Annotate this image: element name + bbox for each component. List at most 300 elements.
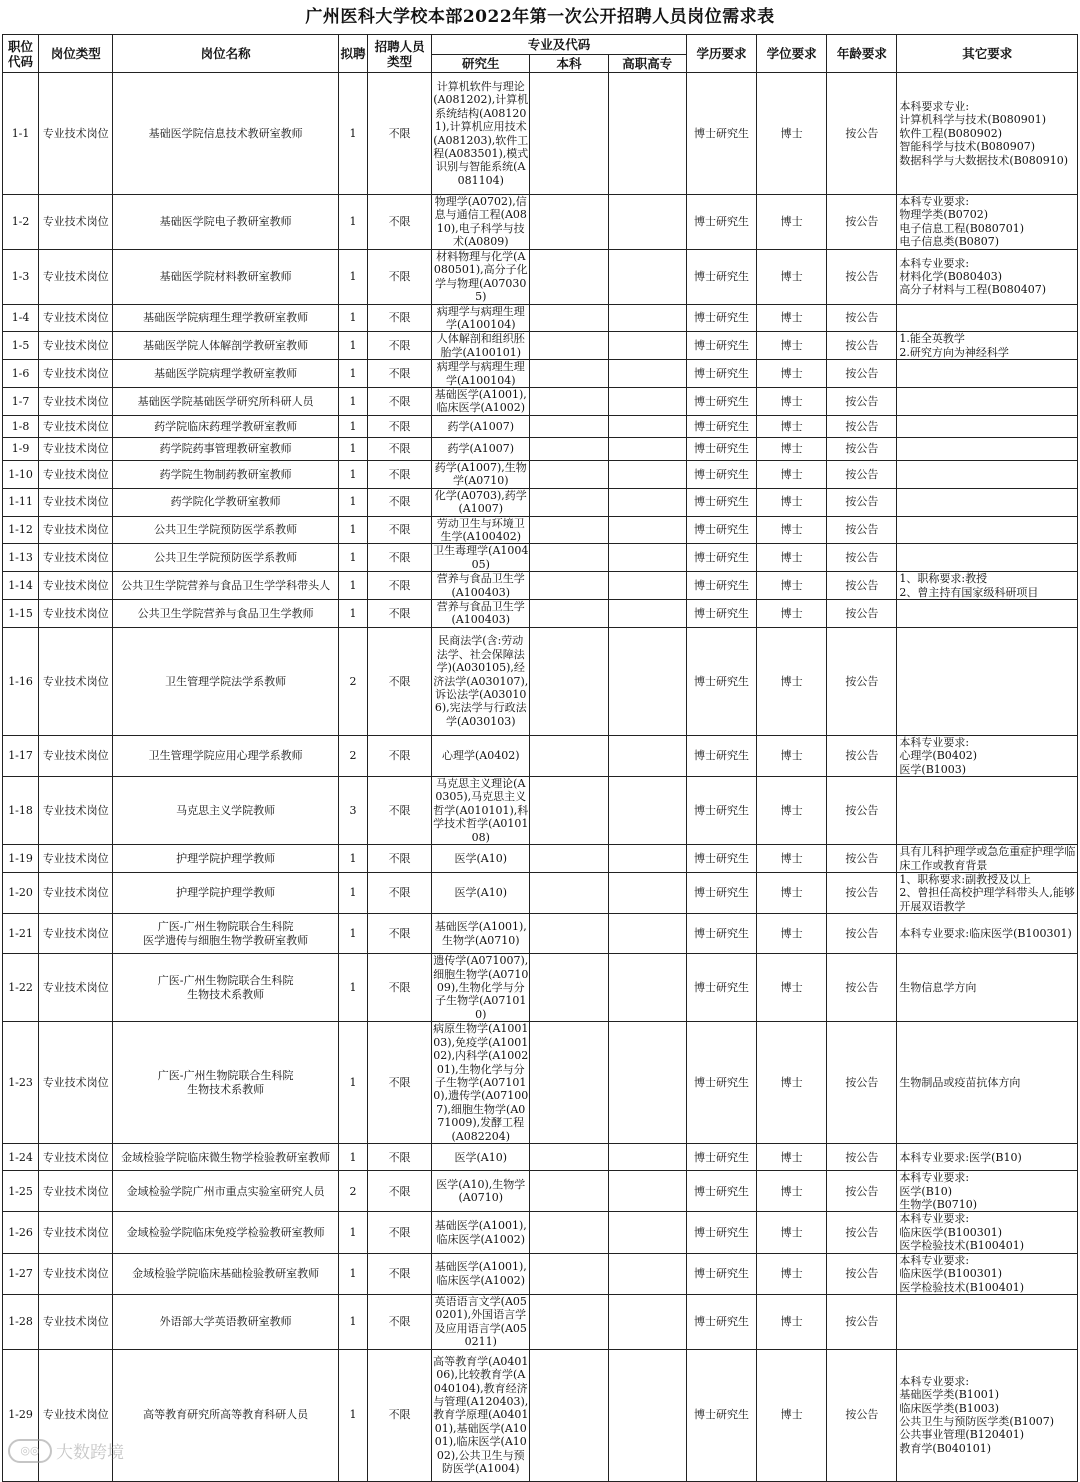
table-row xyxy=(3,1349,1078,1481)
table-row xyxy=(3,360,1078,388)
row-name: 药学院化学教研室教师 xyxy=(113,488,339,516)
row-count: 1 xyxy=(338,1022,367,1144)
row-type: 专业技术岗位 xyxy=(39,1171,113,1212)
header-type: 岗位类型 xyxy=(39,35,113,73)
row-count: 3 xyxy=(338,776,367,844)
row-grad-major: 病理学与病理生理学(A100104) xyxy=(432,360,530,388)
row-other xyxy=(897,460,1078,488)
row-count: 1 xyxy=(338,488,367,516)
row-type: 专业技术岗位 xyxy=(39,845,113,873)
row-degree: 博士 xyxy=(757,1294,827,1349)
row-edu: 博士研究生 xyxy=(686,1294,756,1349)
row-grad-major: 药学(A1007) xyxy=(432,415,530,437)
row-type: 专业技术岗位 xyxy=(39,1294,113,1349)
row-degree: 博士 xyxy=(757,1349,827,1481)
row-undergrad-major xyxy=(530,1253,608,1294)
row-grad-major: 药学(A1007) xyxy=(432,437,530,460)
row-code: 1-5 xyxy=(3,332,39,360)
row-grad-major: 医学(A10),生物学(A0710) xyxy=(432,1171,530,1212)
row-edu: 博士研究生 xyxy=(686,1349,756,1481)
row-grad-major: 药学(A1007),生物学(A0710) xyxy=(432,460,530,488)
row-type: 专业技术岗位 xyxy=(39,1144,113,1171)
row-vocational-major xyxy=(608,544,686,572)
row-code: 1-23 xyxy=(3,1022,39,1144)
row-undergrad-major xyxy=(530,1294,608,1349)
row-grad-major: 基础医学(A1001),临床医学(A1002) xyxy=(432,1253,530,1294)
row-age: 按公告 xyxy=(827,627,897,735)
row-grad-major: 心理学(A0402) xyxy=(432,735,530,776)
row-name: 护理学院护理学教师 xyxy=(113,845,339,873)
table-row xyxy=(3,249,1078,304)
row-count: 1 xyxy=(338,388,367,416)
row-code: 1-25 xyxy=(3,1171,39,1212)
row-name: 公共卫生学院预防医学系教师 xyxy=(113,516,339,544)
row-type: 专业技术岗位 xyxy=(39,1022,113,1144)
row-code: 1-24 xyxy=(3,1144,39,1171)
row-code: 1-15 xyxy=(3,599,39,627)
row-name: 药学院生物制药教研室教师 xyxy=(113,460,339,488)
row-vocational-major xyxy=(608,1022,686,1144)
row-other: 本科专业要求: 物理学类(B0702) 电子信息工程(B080701) 电子信息类(B0807) xyxy=(897,195,1078,250)
table-row xyxy=(3,599,1078,627)
row-name: 马克思主义学院教师 xyxy=(113,776,339,844)
row-age: 按公告 xyxy=(827,599,897,627)
row-edu: 博士研究生 xyxy=(686,1144,756,1171)
row-vocational-major xyxy=(608,627,686,735)
row-name: 广医-广州生物院联合生科院 生物技术系教师 xyxy=(113,1022,339,1144)
row-code: 1-3 xyxy=(3,249,39,304)
table-row xyxy=(3,845,1078,873)
row-code: 1-18 xyxy=(3,776,39,844)
row-other xyxy=(897,544,1078,572)
header-major-group: 专业及代码 xyxy=(432,35,687,55)
row-undergrad-major xyxy=(530,437,608,460)
row-vocational-major xyxy=(608,249,686,304)
row-degree: 博士 xyxy=(757,1253,827,1294)
table-row xyxy=(3,572,1078,600)
row-grad-major: 基础医学(A1001),生物学(A0710) xyxy=(432,914,530,954)
row-name: 公共卫生学院预防医学系教师 xyxy=(113,544,339,572)
row-vocational-major xyxy=(608,1144,686,1171)
row-grad-major: 化学(A0703),药学(A1007) xyxy=(432,488,530,516)
row-name: 基础医学院信息技术教研室教师 xyxy=(113,73,339,195)
row-grad-major: 医学(A10) xyxy=(432,1144,530,1171)
row-name: 广医-广州生物院联合生科院 医学遗传与细胞生物学教研室教师 xyxy=(113,914,339,954)
row-recruit-type: 不限 xyxy=(367,1171,431,1212)
row-name: 外语部大学英语教研室教师 xyxy=(113,1294,339,1349)
row-count: 1 xyxy=(338,1294,367,1349)
row-age: 按公告 xyxy=(827,1349,897,1481)
header-age: 年龄要求 xyxy=(827,35,897,73)
row-count: 1 xyxy=(338,460,367,488)
row-degree: 博士 xyxy=(757,1171,827,1212)
row-count: 1 xyxy=(338,437,367,460)
row-name: 金域检验学院临床免疫学检验教研室教师 xyxy=(113,1212,339,1253)
row-undergrad-major xyxy=(530,460,608,488)
row-type: 专业技术岗位 xyxy=(39,1212,113,1253)
row-edu: 博士研究生 xyxy=(686,1171,756,1212)
row-type: 专业技术岗位 xyxy=(39,776,113,844)
row-recruit-type: 不限 xyxy=(367,249,431,304)
row-age: 按公告 xyxy=(827,304,897,332)
row-vocational-major xyxy=(608,1294,686,1349)
row-count: 1 xyxy=(338,1212,367,1253)
row-type: 专业技术岗位 xyxy=(39,735,113,776)
row-name: 药学院药事管理教研室教师 xyxy=(113,437,339,460)
row-edu: 博士研究生 xyxy=(686,516,756,544)
table-row xyxy=(3,873,1078,914)
row-undergrad-major xyxy=(530,249,608,304)
row-other: 本科专业要求:医学(B10) xyxy=(897,1144,1078,1171)
row-vocational-major xyxy=(608,599,686,627)
row-grad-major: 劳动卫生与环境卫生学(A100402) xyxy=(432,516,530,544)
row-edu: 博士研究生 xyxy=(686,73,756,195)
row-undergrad-major xyxy=(530,360,608,388)
row-degree: 博士 xyxy=(757,627,827,735)
row-age: 按公告 xyxy=(827,873,897,914)
row-edu: 博士研究生 xyxy=(686,776,756,844)
row-other: 生物信息学方向 xyxy=(897,954,1078,1022)
table-row xyxy=(3,1212,1078,1253)
row-count: 1 xyxy=(338,914,367,954)
row-degree: 博士 xyxy=(757,516,827,544)
row-undergrad-major xyxy=(530,388,608,416)
header-other: 其它要求 xyxy=(897,35,1078,73)
row-degree: 博士 xyxy=(757,1212,827,1253)
row-other: 本科专业要求: 临床医学(B100301) 医学检验技术(B100401) xyxy=(897,1212,1078,1253)
row-grad-major: 医学(A10) xyxy=(432,845,530,873)
row-type: 专业技术岗位 xyxy=(39,249,113,304)
row-undergrad-major xyxy=(530,488,608,516)
watermark xyxy=(8,1438,124,1463)
row-degree: 博士 xyxy=(757,1022,827,1144)
row-other xyxy=(897,516,1078,544)
row-code: 1-9 xyxy=(3,437,39,460)
row-recruit-type: 不限 xyxy=(367,1294,431,1349)
row-other xyxy=(897,599,1078,627)
row-age: 按公告 xyxy=(827,1212,897,1253)
row-age: 按公告 xyxy=(827,332,897,360)
table-row xyxy=(3,437,1078,460)
row-edu: 博士研究生 xyxy=(686,873,756,914)
row-age: 按公告 xyxy=(827,388,897,416)
row-recruit-type: 不限 xyxy=(367,360,431,388)
row-code: 1-1 xyxy=(3,73,39,195)
row-degree: 博士 xyxy=(757,954,827,1022)
row-degree: 博士 xyxy=(757,437,827,460)
row-recruit-type: 不限 xyxy=(367,516,431,544)
row-other xyxy=(897,1294,1078,1349)
row-recruit-type: 不限 xyxy=(367,1022,431,1144)
row-count: 1 xyxy=(338,1253,367,1294)
table-row xyxy=(3,954,1078,1022)
row-recruit-type: 不限 xyxy=(367,437,431,460)
table-row xyxy=(3,195,1078,250)
row-vocational-major xyxy=(608,460,686,488)
row-type: 专业技术岗位 xyxy=(39,599,113,627)
row-recruit-type: 不限 xyxy=(367,954,431,1022)
row-other: 本科要求专业: 计算机科学与技术(B080901) 软件工程(B080902) 智能科学与技术(B080907) 数据科学与大数据技术(B080910) xyxy=(897,73,1078,195)
row-other xyxy=(897,627,1078,735)
row-age: 按公告 xyxy=(827,954,897,1022)
row-undergrad-major xyxy=(530,873,608,914)
row-vocational-major xyxy=(608,735,686,776)
row-edu: 博士研究生 xyxy=(686,1022,756,1144)
table-row xyxy=(3,488,1078,516)
row-recruit-type: 不限 xyxy=(367,873,431,914)
row-vocational-major xyxy=(608,516,686,544)
header-undergrad: 本科 xyxy=(530,55,608,73)
row-age: 按公告 xyxy=(827,1253,897,1294)
row-recruit-type: 不限 xyxy=(367,1349,431,1481)
row-vocational-major xyxy=(608,1253,686,1294)
row-count: 2 xyxy=(338,1171,367,1212)
row-other: 本科专业要求: 心理学(B0402) 医学(B1003) xyxy=(897,735,1078,776)
row-count: 1 xyxy=(338,360,367,388)
table-row xyxy=(3,415,1078,437)
row-recruit-type: 不限 xyxy=(367,195,431,250)
table-row xyxy=(3,1022,1078,1144)
row-name: 基础医学院电子教研室教师 xyxy=(113,195,339,250)
row-age: 按公告 xyxy=(827,845,897,873)
row-age: 按公告 xyxy=(827,1294,897,1349)
row-count: 1 xyxy=(338,415,367,437)
row-degree: 博士 xyxy=(757,460,827,488)
row-type: 专业技术岗位 xyxy=(39,572,113,600)
row-degree: 博士 xyxy=(757,360,827,388)
row-age: 按公告 xyxy=(827,360,897,388)
table-row xyxy=(3,1253,1078,1294)
row-grad-major: 营养与食品卫生学(A100403) xyxy=(432,572,530,600)
row-recruit-type: 不限 xyxy=(367,1212,431,1253)
row-recruit-type: 不限 xyxy=(367,1253,431,1294)
row-vocational-major xyxy=(608,73,686,195)
row-grad-major: 材料物理与化学(A080501),高分子化学与物理(A070305) xyxy=(432,249,530,304)
row-undergrad-major xyxy=(530,195,608,250)
row-count: 1 xyxy=(338,249,367,304)
row-undergrad-major xyxy=(530,776,608,844)
row-age: 按公告 xyxy=(827,73,897,195)
row-type: 专业技术岗位 xyxy=(39,873,113,914)
row-recruit-type: 不限 xyxy=(367,572,431,600)
row-degree: 博士 xyxy=(757,544,827,572)
row-other: 本科专业要求:临床医学(B100301) xyxy=(897,914,1078,954)
row-grad-major: 人体解剖和组织胚胎学(A100101) xyxy=(432,332,530,360)
row-code: 1-6 xyxy=(3,360,39,388)
row-count: 2 xyxy=(338,627,367,735)
table-row xyxy=(3,1171,1078,1212)
row-name: 金域检验学院临床微生物学检验教研室教师 xyxy=(113,1144,339,1171)
row-other: 本科专业要求: 材料化学(B080403) 高分子材料与工程(B080407) xyxy=(897,249,1078,304)
row-recruit-type: 不限 xyxy=(367,845,431,873)
row-name: 药学院临床药理学教研室教师 xyxy=(113,415,339,437)
row-vocational-major xyxy=(608,1212,686,1253)
row-code: 1-17 xyxy=(3,735,39,776)
row-type: 专业技术岗位 xyxy=(39,516,113,544)
row-vocational-major xyxy=(608,776,686,844)
table-row xyxy=(3,460,1078,488)
row-vocational-major xyxy=(608,360,686,388)
row-undergrad-major xyxy=(530,332,608,360)
row-name: 公共卫生学院营养与食品卫生学教师 xyxy=(113,599,339,627)
row-undergrad-major xyxy=(530,544,608,572)
row-type: 专业技术岗位 xyxy=(39,914,113,954)
row-age: 按公告 xyxy=(827,735,897,776)
row-edu: 博士研究生 xyxy=(686,572,756,600)
row-degree: 博士 xyxy=(757,735,827,776)
row-vocational-major xyxy=(608,304,686,332)
row-degree: 博士 xyxy=(757,599,827,627)
row-undergrad-major xyxy=(530,304,608,332)
row-vocational-major xyxy=(608,488,686,516)
table-row xyxy=(3,1144,1078,1171)
row-name: 卫生管理学院应用心理学系教师 xyxy=(113,735,339,776)
row-name: 基础医学院人体解剖学教研室教师 xyxy=(113,332,339,360)
row-vocational-major xyxy=(608,954,686,1022)
row-undergrad-major xyxy=(530,1144,608,1171)
row-code: 1-14 xyxy=(3,572,39,600)
row-vocational-major xyxy=(608,388,686,416)
row-grad-major: 营养与食品卫生学(A100403) xyxy=(432,599,530,627)
row-code: 1-4 xyxy=(3,304,39,332)
row-grad-major: 高等教育学(A040106),比较教育学(A040104),教育经济与管理(A120403),教育学原理(A040101),基础医学(A1001),临床医学(A1002),公共卫生与预防医学(A1004) xyxy=(432,1349,530,1481)
row-count: 1 xyxy=(338,954,367,1022)
header-recruit-type: 招聘人员类型 xyxy=(367,35,431,73)
row-code: 1-26 xyxy=(3,1212,39,1253)
row-code: 1-12 xyxy=(3,516,39,544)
table-row xyxy=(3,304,1078,332)
row-vocational-major xyxy=(608,415,686,437)
row-edu: 博士研究生 xyxy=(686,914,756,954)
row-age: 按公告 xyxy=(827,460,897,488)
row-recruit-type: 不限 xyxy=(367,415,431,437)
header-name: 岗位名称 xyxy=(113,35,339,73)
row-type: 专业技术岗位 xyxy=(39,488,113,516)
row-undergrad-major xyxy=(530,1022,608,1144)
row-undergrad-major xyxy=(530,954,608,1022)
row-age: 按公告 xyxy=(827,1171,897,1212)
row-degree: 博士 xyxy=(757,1144,827,1171)
job-requirements-table xyxy=(2,34,1078,1482)
row-edu: 博士研究生 xyxy=(686,360,756,388)
row-edu: 博士研究生 xyxy=(686,1253,756,1294)
row-other: 1、职称要求:副教授及以上 2、曾担任高校护理学科带头人,能够开展双语教学 xyxy=(897,873,1078,914)
row-other xyxy=(897,360,1078,388)
row-edu: 博士研究生 xyxy=(686,488,756,516)
row-other: 1、职称要求:教授 2、曾主持有国家级科研项目 xyxy=(897,572,1078,600)
row-edu: 博士研究生 xyxy=(686,249,756,304)
row-name: 基础医学院病理生理学教研室教师 xyxy=(113,304,339,332)
row-count: 1 xyxy=(338,1144,367,1171)
row-degree: 博士 xyxy=(757,914,827,954)
row-edu: 博士研究生 xyxy=(686,304,756,332)
table-row xyxy=(3,544,1078,572)
row-vocational-major xyxy=(608,572,686,600)
row-count: 1 xyxy=(338,599,367,627)
row-grad-major: 物理学(A0702),信息与通信工程(A0810),电子科学与技术(A0809) xyxy=(432,195,530,250)
row-other xyxy=(897,776,1078,844)
row-degree: 博士 xyxy=(757,249,827,304)
row-code: 1-21 xyxy=(3,914,39,954)
row-count: 1 xyxy=(338,572,367,600)
table-row xyxy=(3,627,1078,735)
row-name: 广医-广州生物院联合生科院 生物技术系教师 xyxy=(113,954,339,1022)
row-code: 1-29 xyxy=(3,1349,39,1481)
row-type: 专业技术岗位 xyxy=(39,627,113,735)
row-name: 基础医学院材料教研室教师 xyxy=(113,249,339,304)
row-recruit-type: 不限 xyxy=(367,1144,431,1171)
row-vocational-major xyxy=(608,1171,686,1212)
row-code: 1-20 xyxy=(3,873,39,914)
row-other: 具有儿科护理学或急危重症护理学临床工作或教育背景 xyxy=(897,845,1078,873)
row-vocational-major xyxy=(608,437,686,460)
row-undergrad-major xyxy=(530,914,608,954)
row-count: 2 xyxy=(338,735,367,776)
row-code: 1-10 xyxy=(3,460,39,488)
row-degree: 博士 xyxy=(757,776,827,844)
row-type: 专业技术岗位 xyxy=(39,1349,113,1481)
row-age: 按公告 xyxy=(827,415,897,437)
row-name: 公共卫生学院营养与食品卫生学学科带头人 xyxy=(113,572,339,600)
row-grad-major: 民商法学(含:劳动法学、社会保障法学)(A030105),经济法学(A030107),诉讼法学(A030106),宪法学与行政法学(A030103) xyxy=(432,627,530,735)
row-count: 1 xyxy=(338,1349,367,1481)
row-recruit-type: 不限 xyxy=(367,776,431,844)
row-count: 1 xyxy=(338,845,367,873)
row-other xyxy=(897,388,1078,416)
row-count: 1 xyxy=(338,73,367,195)
row-undergrad-major xyxy=(530,1349,608,1481)
row-type: 专业技术岗位 xyxy=(39,1253,113,1294)
row-name: 金域检验学院临床基础检验教研室教师 xyxy=(113,1253,339,1294)
row-vocational-major xyxy=(608,873,686,914)
row-degree: 博士 xyxy=(757,845,827,873)
row-degree: 博士 xyxy=(757,388,827,416)
row-code: 1-16 xyxy=(3,627,39,735)
row-code: 1-11 xyxy=(3,488,39,516)
row-code: 1-19 xyxy=(3,845,39,873)
row-vocational-major xyxy=(608,332,686,360)
row-code: 1-8 xyxy=(3,415,39,437)
row-grad-major: 医学(A10) xyxy=(432,873,530,914)
row-edu: 博士研究生 xyxy=(686,415,756,437)
table-row xyxy=(3,735,1078,776)
row-type: 专业技术岗位 xyxy=(39,544,113,572)
row-vocational-major xyxy=(608,195,686,250)
row-undergrad-major xyxy=(530,1212,608,1253)
row-count: 1 xyxy=(338,195,367,250)
watermark-logo-icon: ◎◎ xyxy=(8,1439,52,1463)
row-type: 专业技术岗位 xyxy=(39,332,113,360)
row-grad-major: 基础医学(A1001),临床医学(A1002) xyxy=(432,388,530,416)
row-degree: 博士 xyxy=(757,304,827,332)
row-code: 1-28 xyxy=(3,1294,39,1349)
table-body xyxy=(3,73,1078,1482)
table-row xyxy=(3,1294,1078,1349)
row-other xyxy=(897,488,1078,516)
row-grad-major: 基础医学(A1001),临床医学(A1002) xyxy=(432,1212,530,1253)
row-type: 专业技术岗位 xyxy=(39,73,113,195)
row-type: 专业技术岗位 xyxy=(39,388,113,416)
row-degree: 博士 xyxy=(757,873,827,914)
row-degree: 博士 xyxy=(757,195,827,250)
row-count: 1 xyxy=(338,304,367,332)
row-grad-major: 马克思主义理论(A0305),马克思主义哲学(A010101),科学技术哲学(A010108) xyxy=(433,776,529,844)
table-row xyxy=(3,73,1078,195)
row-recruit-type: 不限 xyxy=(367,627,431,735)
row-undergrad-major xyxy=(530,735,608,776)
row-age: 按公告 xyxy=(827,544,897,572)
row-grad-major: 遗传学(A071007),细胞生物学(A071009),生物化学与分子生物学(A071010) xyxy=(433,954,529,1021)
